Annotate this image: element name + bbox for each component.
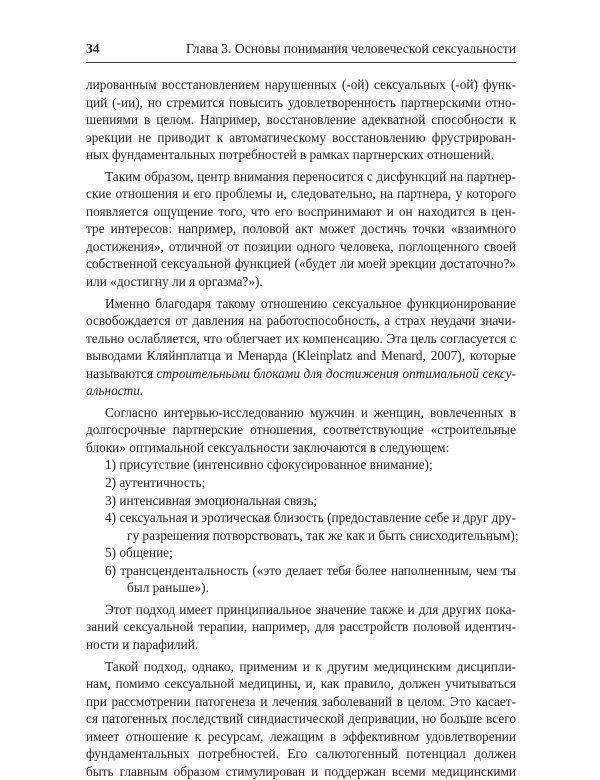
text-line: появляется ощущение того, что его воспринимают и он находится в цен- bbox=[86, 203, 516, 221]
text-line: Именно благодаря такому отношению сексуальное функционирование bbox=[86, 295, 516, 313]
book-page bbox=[86, 40, 516, 780]
list-item: 2) аутентичность; bbox=[86, 474, 516, 492]
text-line: ных фундаментальных потребностей в рамках партнерских отношений. bbox=[86, 146, 516, 164]
text-line: или «достигну ли я оргазма?»). bbox=[86, 273, 516, 291]
list-item-continuation: гу разрешения потворствовать, так же как и быть снисходительным); bbox=[86, 527, 516, 545]
text-line: блоки» оптимальной сексуальности заключаются в следующем: bbox=[86, 439, 516, 457]
list-item: 1) присутствие (интенсивно сфокусированное внимание); bbox=[86, 456, 516, 474]
text-line: долгосрочные партнерские отношения, соответствующие «строительные bbox=[86, 421, 516, 439]
running-title: Глава 3. Основы понимания человеческой сексуальности bbox=[186, 40, 516, 57]
list-item: 3) интенсивная эмоциональная связь; bbox=[86, 492, 516, 510]
running-header bbox=[86, 40, 516, 63]
text-line: имеет отношение к ресурсам, лежащим в эффективном удовлетворении bbox=[86, 728, 516, 746]
list-item: 6) трансцендентальность («это делает тебя более наполненным, чем ты bbox=[86, 562, 516, 580]
text-line: собственной сексуальной функцией («будет ли моей эрекции достаточно?» bbox=[86, 255, 516, 273]
text-line: при рассмотрении патогенеза и лечения заболеваний в целом. Это касает- bbox=[86, 693, 516, 711]
text-line: шениями в целом. Например, восстановление адекватной способности к bbox=[86, 111, 516, 129]
text-line: заний сексуальной терапии, например, для расстройств половой идентич- bbox=[86, 618, 516, 636]
body-text bbox=[86, 76, 516, 780]
text-line: эрекции не приводит к автоматическому восстановлению фрустрирован- bbox=[86, 129, 516, 147]
text-line bbox=[86, 365, 516, 383]
text-line: выводами Кляйнплатца и Менарда (Kleinplatz and Menard, 2007), которые bbox=[86, 347, 516, 365]
italic-text: строительными блоками для достижения оптимальной сексу- bbox=[157, 366, 516, 381]
text-line: тре интересов: например, половой акт может достичь точки «взаимного bbox=[86, 220, 516, 238]
text-line: Согласно интервью-исследованию мужчин и женщин, вовлеченных в bbox=[86, 404, 516, 422]
list-item-continuation: был раньше»). bbox=[86, 579, 516, 597]
text-line: быть главным образом стимулирован и поддержан всеми медицинскими bbox=[86, 763, 516, 780]
text-line: ности и парафилий. bbox=[86, 636, 516, 654]
text-line: лированным восстановлением нарушенных (-ой) сексуальных (-ой) функ- bbox=[86, 76, 516, 94]
list-item: 4) сексуальная и эротическая близость (предоставление себе и друг дру- bbox=[86, 509, 516, 527]
text-line: Такой подход, однако, применим и к другим медицинским дисципли- bbox=[86, 658, 516, 676]
list-item: 5) общение; bbox=[86, 544, 516, 562]
text-line: ские отношения и его проблемы и, следовательно, на партнера, у которого bbox=[86, 185, 516, 203]
text-line: фундаментальных потребностей. Его салютогенный потенциал должен bbox=[86, 745, 516, 763]
paragraph bbox=[86, 658, 516, 780]
text-line: ций (-ии), но стремится повысить удовлетворенность партнерскими отно- bbox=[86, 94, 516, 112]
text-line: нам, помимо сексуальной медицины, и, как правило, должен учитываться bbox=[86, 675, 516, 693]
regular-text: называются bbox=[86, 366, 157, 381]
text-line: Этот подход имеет принципиальное значение также и для других пока- bbox=[86, 601, 516, 619]
text-line: ся патогенных последствий синдиастической депривации, но больше всего bbox=[86, 710, 516, 728]
text-line: Таким образом, центр внимания переносится с дисфункций на партнер- bbox=[86, 168, 516, 186]
text-line: освобождается от давления на работоспособность, а страх неудачи значи- bbox=[86, 312, 516, 330]
paragraph bbox=[86, 295, 516, 400]
numbered-list bbox=[86, 456, 516, 596]
text-line: достижения», отличной от позиции одного человека, поглощенного своей bbox=[86, 238, 516, 256]
text-line: тельно ослабляется, что облегчает их компенсацию. Эта цель согласуется с bbox=[86, 330, 516, 348]
paragraph bbox=[86, 168, 516, 291]
paragraph bbox=[86, 404, 516, 457]
page-number: 34 bbox=[86, 40, 100, 57]
paragraph bbox=[86, 601, 516, 654]
text-line: альности. bbox=[86, 382, 516, 400]
paragraph bbox=[86, 76, 516, 164]
